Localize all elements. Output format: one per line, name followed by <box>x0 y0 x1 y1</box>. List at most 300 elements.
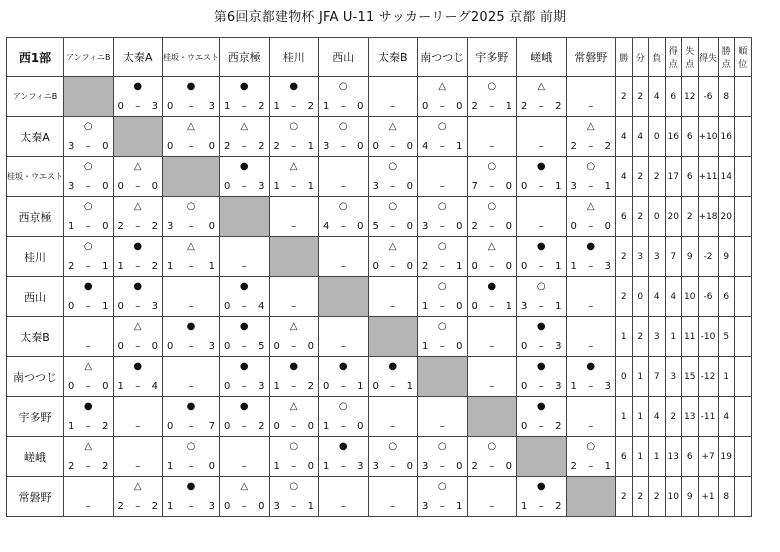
result-cell <box>220 77 270 117</box>
score-against: 0 <box>456 301 463 312</box>
score <box>224 302 265 312</box>
stat-cell: 2 <box>649 157 666 197</box>
score-for: 0 <box>117 101 124 112</box>
result-mark: △ <box>133 161 142 172</box>
result-mark: ○ <box>388 201 398 212</box>
result-cell <box>566 237 616 277</box>
score-for: 2 <box>471 221 478 232</box>
result-cell <box>269 277 319 317</box>
score-dash: – <box>291 461 297 472</box>
result-cell <box>64 357 114 397</box>
result-cell <box>467 197 517 237</box>
result-cell <box>319 437 369 477</box>
score-for: 0 <box>471 301 478 312</box>
unplayed-mark: – <box>489 341 495 352</box>
col-header-team: 西山 <box>319 38 369 77</box>
score-dash: – <box>241 101 247 112</box>
stat-cell: 2 <box>616 477 633 517</box>
result-cell <box>368 77 418 117</box>
col-header-stat: 失点 <box>682 38 699 77</box>
unplayed-mark: – <box>135 461 141 472</box>
score-against: 1 <box>555 301 562 312</box>
score-against: 1 <box>555 261 562 272</box>
stat-cell: 1 <box>649 437 666 477</box>
score-against: 0 <box>102 221 109 232</box>
stat-cell: 7 <box>665 237 682 277</box>
stat-cell: 2 <box>665 397 682 437</box>
unplayed-mark: – <box>340 341 346 352</box>
unplayed-mark: – <box>340 181 346 192</box>
score-against: 5 <box>258 341 265 352</box>
score <box>521 422 562 432</box>
result-cell <box>418 277 468 317</box>
result-mark: ○ <box>586 161 596 172</box>
score-for: 1 <box>273 381 280 392</box>
result-mark: △ <box>289 321 298 332</box>
score-against: 3 <box>604 381 611 392</box>
result-cell <box>467 277 517 317</box>
result-mark: △ <box>487 241 496 252</box>
result-mark: ● <box>586 361 596 372</box>
col-header-team: 太秦A <box>113 38 163 77</box>
score-dash: – <box>135 221 141 232</box>
score-dash: – <box>538 261 544 272</box>
row-header-team: 西山 <box>7 277 64 317</box>
score <box>521 302 562 312</box>
score-for: 0 <box>521 341 528 352</box>
result-cell <box>269 117 319 157</box>
score-against: 2 <box>102 421 109 432</box>
result-mark: ● <box>536 361 546 372</box>
stat-cell: 2 <box>632 197 649 237</box>
col-header-stat: 勝点 <box>718 38 735 77</box>
score-against: 0 <box>102 141 109 152</box>
score <box>274 462 315 472</box>
score-against: 0 <box>406 181 413 192</box>
result-cell <box>368 397 418 437</box>
result-mark: ● <box>487 281 497 292</box>
score-against: 0 <box>357 421 364 432</box>
score-for: 0 <box>224 501 231 512</box>
score <box>118 382 159 392</box>
table-row <box>7 117 752 157</box>
score-against: 3 <box>258 181 265 192</box>
result-mark: ○ <box>487 441 497 452</box>
result-mark: ○ <box>83 241 93 252</box>
stat-cell: -2 <box>698 237 718 277</box>
result-mark: ● <box>338 361 348 372</box>
unplayed-mark: – <box>188 381 194 392</box>
score-dash: – <box>85 381 91 392</box>
result-mark: ● <box>186 81 196 92</box>
row-header-team: 桂坂・ウエスト <box>7 157 64 197</box>
score <box>422 222 463 232</box>
col-header-stat: 得点 <box>665 38 682 77</box>
score-against: 0 <box>357 221 364 232</box>
stat-cell: 15 <box>682 357 699 397</box>
row-header-team: 宇多野 <box>7 397 64 437</box>
result-cell <box>269 437 319 477</box>
unplayed-mark: – <box>538 141 544 152</box>
table-row <box>7 197 752 237</box>
score-for: 3 <box>422 461 429 472</box>
result-cell <box>418 237 468 277</box>
result-cell <box>220 477 270 517</box>
result-cell <box>269 317 319 357</box>
score <box>373 222 414 232</box>
score-for: 2 <box>471 461 478 472</box>
diagonal-cell <box>220 197 270 237</box>
score <box>68 182 109 192</box>
score-for: 0 <box>117 301 124 312</box>
score-dash: – <box>489 181 495 192</box>
score-against: 1 <box>307 141 314 152</box>
score <box>422 462 463 472</box>
score <box>422 262 463 272</box>
result-cell <box>220 437 270 477</box>
score-for: 0 <box>372 261 379 272</box>
score-against: 0 <box>505 181 512 192</box>
stat-cell: 1 <box>718 357 735 397</box>
result-mark: ● <box>289 361 299 372</box>
diagonal-cell <box>163 157 220 197</box>
score-for: 2 <box>422 261 429 272</box>
result-cell <box>163 77 220 117</box>
score <box>224 142 265 152</box>
page-title: 第6回京都建物杯 JFA U-11 サッカーリーグ2025 京都 前期 <box>213 10 567 25</box>
score <box>274 182 315 192</box>
result-cell <box>418 477 468 517</box>
score <box>472 102 513 112</box>
score <box>68 262 109 272</box>
result-cell <box>319 317 369 357</box>
score-for: 1 <box>117 381 124 392</box>
score-against: 1 <box>604 181 611 192</box>
score-dash: – <box>241 501 247 512</box>
score <box>167 262 215 272</box>
result-mark: ○ <box>487 161 497 172</box>
result-mark: ○ <box>437 201 447 212</box>
diagonal-cell <box>418 357 468 397</box>
score <box>472 182 513 192</box>
score-for: 1 <box>521 501 528 512</box>
score-dash: – <box>241 301 247 312</box>
result-cell <box>163 197 220 237</box>
col-header-team: 宇多野 <box>467 38 517 77</box>
score <box>68 302 109 312</box>
col-header-team: 桂坂・ウエスト <box>163 38 220 77</box>
stat-cell: 6 <box>682 117 699 157</box>
score-against: 3 <box>208 101 215 112</box>
stat-cell: 9 <box>682 477 699 517</box>
score-for: 2 <box>570 141 577 152</box>
result-cell <box>269 157 319 197</box>
score-dash: – <box>135 261 141 272</box>
table-row <box>7 317 752 357</box>
score-against: 1 <box>307 501 314 512</box>
result-cell <box>566 317 616 357</box>
result-cell <box>163 277 220 317</box>
stat-cell: 20 <box>665 197 682 237</box>
score-against: 1 <box>505 101 512 112</box>
score <box>118 342 159 352</box>
unplayed-mark: – <box>588 101 594 112</box>
result-mark: ○ <box>586 441 596 452</box>
score-for: 4 <box>422 141 429 152</box>
score-against: 0 <box>406 461 413 472</box>
score-for: 2 <box>117 221 124 232</box>
stat-cell: -6 <box>698 277 718 317</box>
score <box>521 182 562 192</box>
score-dash: – <box>188 101 194 112</box>
result-mark: ● <box>239 321 249 332</box>
score-against: 2 <box>151 221 158 232</box>
score-against: 4 <box>258 301 265 312</box>
score-dash: – <box>135 181 141 192</box>
result-mark: ○ <box>338 201 348 212</box>
result-cell <box>269 397 319 437</box>
score-against: 3 <box>604 261 611 272</box>
stat-cell: 1 <box>616 317 633 357</box>
result-mark: ○ <box>338 81 348 92</box>
score-for: 0 <box>521 421 528 432</box>
row-header-team: アンフィニB <box>7 77 64 117</box>
stat-cell: 6 <box>616 197 633 237</box>
result-cell <box>220 357 270 397</box>
result-cell <box>113 357 163 397</box>
score-against: 0 <box>456 461 463 472</box>
stat-cell <box>735 317 752 357</box>
score-against: 2 <box>555 101 562 112</box>
score <box>68 222 109 232</box>
result-cell <box>418 397 468 437</box>
score-against: 3 <box>208 501 215 512</box>
score-for: 0 <box>167 141 174 152</box>
stat-cell: 12 <box>682 77 699 117</box>
header-row <box>7 38 752 77</box>
stat-cell: 1 <box>632 397 649 437</box>
stat-cell <box>735 357 752 397</box>
col-header-stat: 得失 <box>698 38 718 77</box>
score-for: 0 <box>570 221 577 232</box>
result-cell <box>418 77 468 117</box>
result-cell <box>220 317 270 357</box>
result-cell <box>269 77 319 117</box>
score-against: 0 <box>151 341 158 352</box>
result-cell <box>418 437 468 477</box>
score-dash: – <box>390 381 396 392</box>
result-cell <box>368 437 418 477</box>
result-cell <box>64 277 114 317</box>
score-dash: – <box>241 181 247 192</box>
score-against: 0 <box>357 141 364 152</box>
col-header-stat: 勝 <box>616 38 633 77</box>
score-against: 3 <box>151 301 158 312</box>
score-for: 0 <box>224 181 231 192</box>
score <box>373 182 414 192</box>
score-dash: – <box>85 461 91 472</box>
score-for: 1 <box>224 101 231 112</box>
score <box>274 342 315 352</box>
score <box>472 462 513 472</box>
score-against: 1 <box>208 261 215 272</box>
score-dash: – <box>439 501 445 512</box>
score-against: 2 <box>102 461 109 472</box>
score-dash: – <box>588 461 594 472</box>
diagonal-cell <box>368 317 418 357</box>
score-against: 1 <box>456 501 463 512</box>
stat-cell <box>735 157 752 197</box>
result-mark: ○ <box>536 281 546 292</box>
row-header-team: 西京極 <box>7 197 64 237</box>
score-for: 0 <box>422 101 429 112</box>
score-dash: – <box>85 181 91 192</box>
result-cell <box>64 197 114 237</box>
result-cell <box>566 357 616 397</box>
score <box>118 102 159 112</box>
score-for: 0 <box>521 381 528 392</box>
result-cell <box>113 317 163 357</box>
result-cell <box>269 197 319 237</box>
score-for: 1 <box>422 301 429 312</box>
result-mark: ○ <box>186 441 196 452</box>
score-for: 1 <box>167 501 174 512</box>
score-for: 3 <box>372 461 379 472</box>
score-against: 2 <box>307 101 314 112</box>
result-mark: ○ <box>437 281 447 292</box>
result-cell <box>113 437 163 477</box>
score-dash: – <box>390 221 396 232</box>
score-dash: – <box>85 261 91 272</box>
score-dash: – <box>340 421 346 432</box>
score-against: 0 <box>456 101 463 112</box>
score-against: 1 <box>102 261 109 272</box>
score-against: 0 <box>406 261 413 272</box>
score-for: 0 <box>224 421 231 432</box>
score-for: 1 <box>167 461 174 472</box>
score <box>422 342 463 352</box>
diagonal-cell <box>64 77 114 117</box>
score-against: 1 <box>456 261 463 272</box>
stat-cell: +10 <box>698 117 718 157</box>
unplayed-mark: – <box>588 421 594 432</box>
result-mark: △ <box>133 321 142 332</box>
result-cell <box>566 437 616 477</box>
score-dash: – <box>188 141 194 152</box>
score-against: 0 <box>307 421 314 432</box>
score-against: 1 <box>604 461 611 472</box>
result-cell <box>163 397 220 437</box>
score <box>118 262 159 272</box>
score-dash: – <box>390 261 396 272</box>
unplayed-mark: – <box>588 341 594 352</box>
stat-cell <box>735 237 752 277</box>
result-cell <box>418 117 468 157</box>
result-cell <box>269 357 319 397</box>
score <box>571 142 612 152</box>
score-against: 0 <box>258 501 265 512</box>
result-cell <box>467 77 517 117</box>
score-dash: – <box>241 381 247 392</box>
score-for: 2 <box>68 461 75 472</box>
result-mark: ○ <box>338 121 348 132</box>
score-against: 1 <box>505 301 512 312</box>
score-for: 1 <box>273 181 280 192</box>
score-for: 1 <box>273 101 280 112</box>
score-for: 1 <box>68 221 75 232</box>
stat-cell: 14 <box>718 157 735 197</box>
diagonal-cell <box>113 117 163 157</box>
result-mark: ● <box>83 281 93 292</box>
score <box>274 102 315 112</box>
stat-cell: +1 <box>698 477 718 517</box>
diagonal-cell <box>566 477 616 517</box>
score <box>118 302 159 312</box>
score-against: 0 <box>505 461 512 472</box>
score-for: 3 <box>422 501 429 512</box>
unplayed-mark: – <box>390 101 396 112</box>
col-header-team: アンフィニB <box>64 38 114 77</box>
diagonal-cell <box>269 237 319 277</box>
unplayed-mark: – <box>489 141 495 152</box>
stat-cell: 13 <box>665 437 682 477</box>
stat-cell: 16 <box>718 117 735 157</box>
result-mark: △ <box>84 361 93 372</box>
result-cell <box>566 77 616 117</box>
score-dash: – <box>85 141 91 152</box>
result-mark: ● <box>133 281 143 292</box>
score-dash: – <box>291 341 297 352</box>
score-dash: – <box>538 341 544 352</box>
result-mark: ● <box>536 321 546 332</box>
score <box>323 382 364 392</box>
score <box>167 142 215 152</box>
table-row <box>7 397 752 437</box>
stat-cell: 4 <box>718 397 735 437</box>
score-for: 3 <box>323 141 330 152</box>
result-mark: △ <box>84 441 93 452</box>
score-dash: – <box>439 261 445 272</box>
score-for: 0 <box>372 141 379 152</box>
score-for: 0 <box>167 101 174 112</box>
result-cell <box>467 157 517 197</box>
score-dash: – <box>241 341 247 352</box>
result-cell <box>368 357 418 397</box>
score-dash: – <box>538 301 544 312</box>
result-cell <box>269 477 319 517</box>
score-against: 2 <box>604 141 611 152</box>
stat-cell: -12 <box>698 357 718 397</box>
result-cell <box>566 157 616 197</box>
score-for: 1 <box>323 101 330 112</box>
score-for: 3 <box>372 181 379 192</box>
result-cell <box>418 317 468 357</box>
score-for: 1 <box>570 261 577 272</box>
score-dash: – <box>188 501 194 512</box>
stat-cell: 2 <box>616 237 633 277</box>
stat-cell <box>735 77 752 117</box>
unplayed-mark: – <box>390 421 396 432</box>
result-mark: ● <box>536 161 546 172</box>
result-mark: ○ <box>83 201 93 212</box>
score <box>373 142 414 152</box>
score-dash: – <box>538 181 544 192</box>
result-cell <box>319 397 369 437</box>
result-cell <box>517 197 567 237</box>
result-cell <box>517 237 567 277</box>
score-against: 2 <box>555 501 562 512</box>
stat-cell: 10 <box>665 477 682 517</box>
